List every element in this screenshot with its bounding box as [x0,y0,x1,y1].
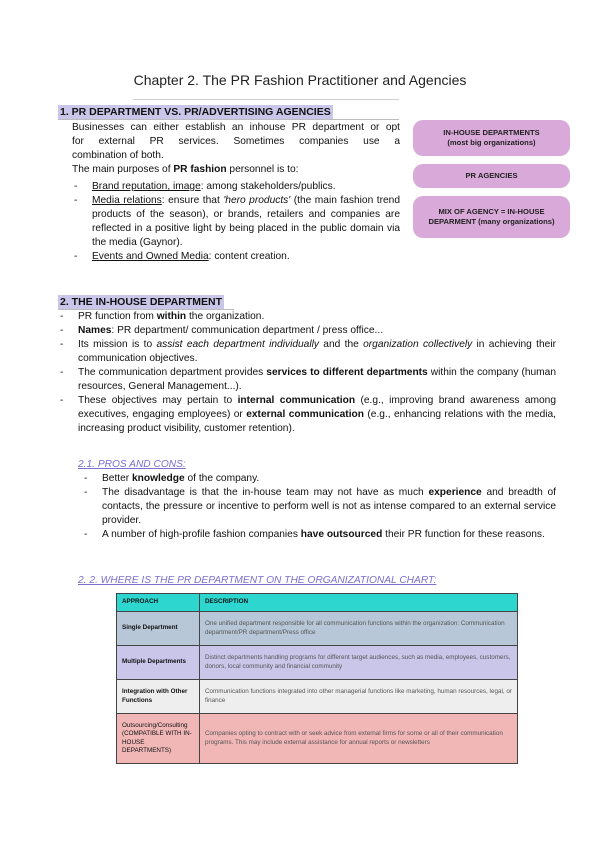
list-item: - Better knowledge of the company. [84,473,260,484]
list-item: - Its mission is to assist each department individually and the organization collectively in achieving their communication objectives. [60,339,556,364]
list-item: - A number of high-profile fashion companies have outsourced their PR function for these reasons. [84,529,545,540]
row-description: Distinct departments handling programs for different target audiences, such as media, employees, customers, donors, local community and financial community [200,646,518,680]
list-item: - These objectives may pertain to internal communication (e.g., improving brand awareness among executives, engaging employees) or external communication (e.g., enhancing relations with the media, increasing product visibility, customer retention). [60,395,556,434]
table-header-row [117,594,518,612]
list-item: - The communication department provides services to different departments within the company (human resources, General Management...). [60,367,556,392]
section-1-intro [72,121,400,177]
subsection-2-2-heading: 2. 2. WHERE IS THE PR DEPARTMENT ON THE ORGANIZATIONAL CHART: [78,575,437,586]
list-item: - Events and Owned Media: content creation. [74,251,290,262]
table-row [117,612,518,646]
intro-line-2: for external PR services. Sometimes companies use a [72,136,400,147]
org-chart-table [116,593,518,764]
pill-in-house: IN-HOUSE DEPARTMENTS (most big organizations) [413,120,570,156]
pros-cons-list [82,472,556,542]
header-approach: APPROACH [117,594,200,612]
row-approach: Outsourcing/Consulting (COMPATIBLE WITH IN-HOUSE DEPARTMENTS) [117,714,200,764]
list-item: - PR function from within the organization. [60,311,265,322]
row-description: Communication functions integrated into other managerial functions like marketing, human resources, legal, or finance [200,680,518,714]
purposes-list [72,180,400,264]
pill-pr-agencies: PR AGENCIES [413,164,570,188]
table-row [117,680,518,714]
page-title: Chapter 2. The PR Fashion Practitioner and Agencies [133,72,467,88]
list-item: - The disadvantage is that the in-house team may not have as much experience and breadth of contacts, the pressure or incentive to perform well is not as intense compared to an external service provider. [84,487,556,526]
intro-line-3: combination of both. [72,150,164,161]
row-description: Companies opting to contract with or seek advice from external firms for some or all of their communication programs. This may include external assistance for annual reports or newsletters [200,714,518,764]
table-row [117,646,518,680]
row-approach: Integration with Other Functions [117,680,200,714]
header-description: DESCRIPTION [200,594,518,612]
section-2-heading: 2. THE IN-HOUSE DEPARTMENT [60,296,222,308]
purposes-line: The main purposes of PR fashion personnel is to: [72,164,299,175]
row-description: One unified department responsible for all communication functions within the organization: Communication department/PR department/Press office [200,612,518,646]
row-approach: Multiple Departments [117,646,200,680]
row-approach: Single Department [117,612,200,646]
list-item: - Names: PR department/ communication department / press office... [60,325,384,336]
list-item: - Media relations: ensure that 'hero products' (the main fashion trend products of the season), or brands, retailers and companies are reflected in a positive light by being placed in the public domain via the media (Gaynor). [74,195,400,248]
list-item: - Brand reputation, image: among stakeholders/publics. [74,181,336,192]
subsection-2-1-heading: 2.1. PROS AND CONS: [78,459,186,470]
table-row [117,714,518,764]
section-1-heading: 1. PR DEPARTMENT VS. PR/ADVERTISING AGENCIES [60,106,331,118]
intro-line-1: Businesses can either establish an inhouse PR department or opt [72,122,400,133]
pill-mix: MIX OF AGENCY = IN-HOUSE DEPARMENT (many organizations) [413,196,570,238]
title-divider [133,99,399,100]
in-house-list [58,310,556,436]
section-1-divider [58,119,399,120]
